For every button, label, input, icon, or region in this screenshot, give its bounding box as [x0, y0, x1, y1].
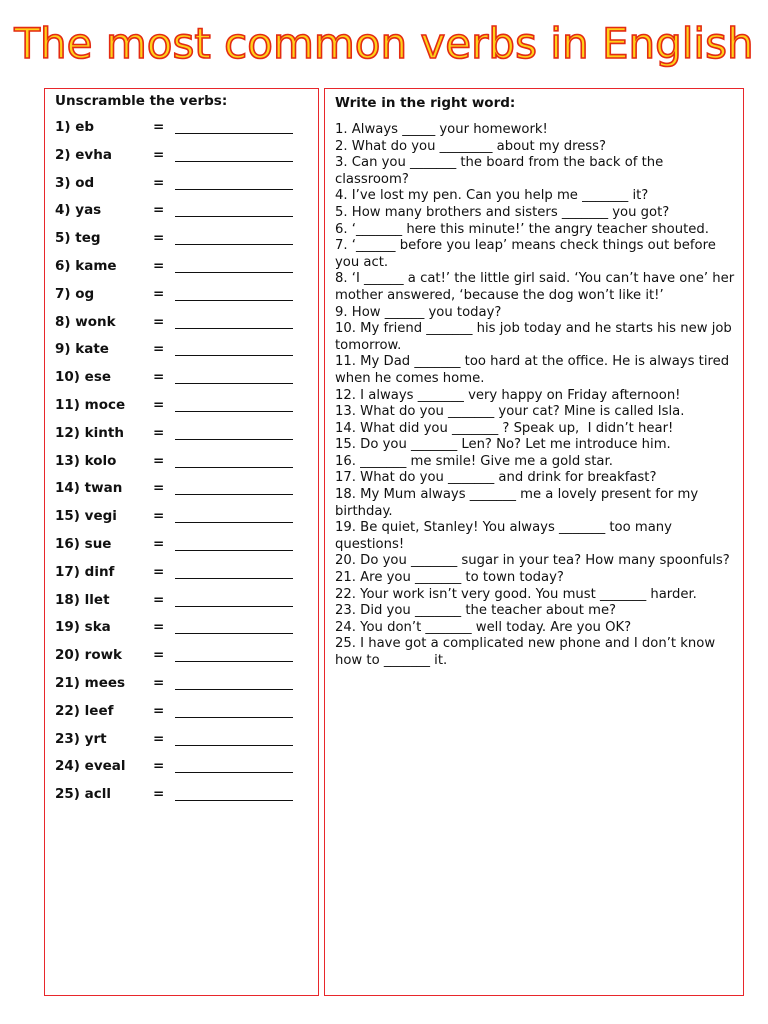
unscramble-item: [55, 703, 305, 731]
unscramble-panel: [44, 88, 319, 996]
answer-blank-line: [175, 439, 293, 440]
sentence-item: 1. Always _____ your homework!: [335, 122, 548, 137]
unscramble-item: [55, 786, 305, 814]
answer-blank-line: [175, 272, 293, 273]
answer-blank-line: [175, 745, 293, 746]
sentence-item: 18. My Mum always _______ me a lovely present for my birthday.: [335, 487, 703, 519]
sentence-item: 24. You don’t _______ well today. Are you OK?: [335, 619, 632, 635]
scrambled-word: 3) od: [55, 174, 95, 191]
equals-sign: =: [153, 730, 165, 747]
sentence-item: 21. Are you _______ to town today?: [335, 570, 564, 586]
sentence-item: 5. How many brothers and sisters _______ you got?: [335, 204, 670, 220]
scrambled-word: 14) twan: [55, 480, 123, 497]
equals-sign: =: [153, 369, 165, 386]
scrambled-word: 22) leef: [55, 702, 114, 719]
page-title: The most common verbs in English: [14, 19, 754, 68]
unscramble-item: [55, 619, 305, 647]
answer-blank-line: [175, 411, 293, 412]
unscramble-item: [55, 508, 305, 536]
answer-blank-line: [175, 689, 293, 690]
equals-sign: =: [153, 674, 165, 691]
scrambled-word: 7) og: [55, 285, 95, 302]
sentence-item: 23. Did you _______ the teacher about me?: [335, 603, 617, 619]
equals-sign: =: [153, 591, 165, 608]
equals-sign: =: [153, 396, 165, 413]
unscramble-item: [55, 314, 305, 342]
answer-blank-line: [175, 606, 293, 607]
sentence-item: 9. How ______ you today?: [335, 304, 502, 320]
answer-blank-line: [175, 300, 293, 301]
unscramble-item: [55, 480, 305, 508]
equals-sign: =: [153, 285, 165, 302]
answer-blank-line: [175, 661, 293, 662]
unscramble-item: [55, 564, 305, 592]
unscramble-item: [55, 286, 305, 314]
equals-sign: =: [153, 535, 165, 552]
equals-sign: =: [153, 647, 165, 664]
answer-blank-line: [175, 494, 293, 495]
unscramble-item: [55, 397, 305, 425]
answer-blank-line: [175, 328, 293, 329]
scrambled-word: 19) ska: [55, 619, 111, 636]
scrambled-word: 12) kinth: [55, 424, 124, 441]
unscramble-item: [55, 341, 305, 369]
sentence-item: 20. Do you _______ sugar in your tea? How many spoonfuls?: [335, 553, 730, 569]
unscramble-list: [55, 119, 305, 814]
scrambled-word: 4) yas: [55, 202, 102, 219]
equals-sign: =: [153, 480, 165, 497]
sentence-item: 3. Can you _______ the board from the back of the classroom?: [335, 155, 668, 187]
sentence-item: 8. ‘I ______ a cat!’ the little girl said. ‘You can’t have one’ her mother answered, ‘because the dog won’t like it!’: [335, 271, 739, 303]
unscramble-item: [55, 425, 305, 453]
sentence-item: 22. Your work isn’t very good. You must _______ harder.: [335, 586, 697, 602]
scrambled-word: 13) kolo: [55, 452, 117, 469]
unscramble-item: [55, 147, 305, 175]
unscramble-item: [55, 536, 305, 564]
equals-sign: =: [153, 424, 165, 441]
scrambled-word: 25) acll: [55, 786, 112, 803]
unscramble-item: [55, 202, 305, 230]
equals-sign: =: [153, 619, 165, 636]
equals-sign: =: [153, 341, 165, 358]
unscramble-heading: Unscramble the verbs:: [55, 93, 228, 109]
answer-blank-line: [175, 216, 293, 217]
answer-blank-line: [175, 717, 293, 718]
sentence-item: 16. _______ me smile! Give me a gold star.: [335, 453, 613, 469]
answer-blank-line: [175, 189, 293, 190]
scrambled-word: 16) sue: [55, 535, 112, 552]
sentence-item: 11. My Dad _______ too hard at the office. He is always tired when he comes home.: [335, 354, 734, 386]
equals-sign: =: [153, 508, 165, 525]
equals-sign: =: [153, 257, 165, 274]
answer-blank-line: [175, 550, 293, 551]
scrambled-word: 1) eb: [55, 119, 95, 135]
answer-blank-line: [175, 355, 293, 356]
scrambled-word: 24) eveal: [55, 758, 126, 775]
unscramble-item: [55, 369, 305, 397]
answer-blank-line: [175, 244, 293, 245]
scrambled-word: 18) llet: [55, 591, 110, 608]
answer-blank-line: [175, 772, 293, 773]
equals-sign: =: [153, 563, 165, 580]
answer-blank-line: [175, 578, 293, 579]
scrambled-word: 21) mees: [55, 674, 126, 691]
equals-sign: =: [153, 119, 165, 135]
scrambled-word: 23) yrt: [55, 730, 107, 747]
unscramble-item: [55, 119, 305, 147]
sentence-item: 12. I always _______ very happy on Friday afternoon!: [335, 387, 681, 403]
unscramble-item: [55, 175, 305, 203]
equals-sign: =: [153, 174, 165, 191]
scrambled-word: 8) wonk: [55, 313, 116, 330]
unscramble-item: [55, 453, 305, 481]
equals-sign: =: [153, 786, 165, 803]
equals-sign: =: [153, 758, 165, 775]
scrambled-word: 20) rowk: [55, 647, 123, 664]
sentence-item: 19. Be quiet, Stanley! You always _______ too many questions!: [335, 520, 677, 552]
unscramble-item: [55, 258, 305, 286]
scrambled-word: 11) moce: [55, 396, 126, 413]
answer-blank-line: [175, 800, 293, 801]
scrambled-word: 17) dinf: [55, 563, 115, 580]
scrambled-word: 10) ese: [55, 369, 112, 386]
equals-sign: =: [153, 702, 165, 719]
sentence-item: 6. ‘_______ here this minute!’ the angry teacher shouted.: [335, 221, 709, 237]
fill-in-heading: Write in the right word:: [335, 95, 516, 111]
sentence-item: 14. What did you _______ ? Speak up, I didn’t hear!: [335, 420, 674, 436]
sentence-item: 7. ‘______ before you leap’ means check things out before you act.: [335, 238, 721, 270]
scrambled-word: 2) evha: [55, 146, 112, 163]
unscramble-item: [55, 675, 305, 703]
unscramble-item: [55, 647, 305, 675]
equals-sign: =: [153, 452, 165, 469]
equals-sign: =: [153, 230, 165, 247]
sentence-item: 13. What do you _______ your cat? Mine is called Isla.: [335, 404, 685, 420]
answer-blank-line: [175, 467, 293, 468]
unscramble-item: [55, 230, 305, 258]
unscramble-item: [55, 592, 305, 620]
scrambled-word: 9) kate: [55, 341, 109, 358]
scrambled-word: 5) teg: [55, 230, 101, 247]
scrambled-word: 6) kame: [55, 257, 117, 274]
unscramble-item: [55, 731, 305, 759]
answer-blank-line: [175, 383, 293, 384]
sentence-item: 25. I have got a complicated new phone and I don’t know how to _______ it.: [335, 636, 720, 668]
sentence-item: 4. I’ve lost my pen. Can you help me _______ it?: [335, 188, 649, 204]
equals-sign: =: [153, 146, 165, 163]
sentence-item: 15. Do you _______ Len? No? Let me introduce him.: [335, 437, 671, 453]
equals-sign: =: [153, 202, 165, 219]
answer-blank-line: [175, 522, 293, 523]
answer-blank-line: [175, 161, 293, 162]
equals-sign: =: [153, 313, 165, 330]
sentence-item: 10. My friend _______ his job today and he starts his new job tomorrow.: [335, 321, 737, 353]
sentence-item: 17. What do you _______ and drink for breakfast?: [335, 470, 657, 486]
sentence-list: [335, 122, 737, 670]
sentence-item: 2. What do you ________ about my dress?: [335, 138, 607, 154]
scrambled-word: 15) vegi: [55, 508, 117, 525]
answer-blank-line: [175, 633, 293, 634]
fill-in-panel: [324, 88, 744, 996]
answer-blank-line: [175, 133, 293, 134]
unscramble-item: [55, 758, 305, 786]
